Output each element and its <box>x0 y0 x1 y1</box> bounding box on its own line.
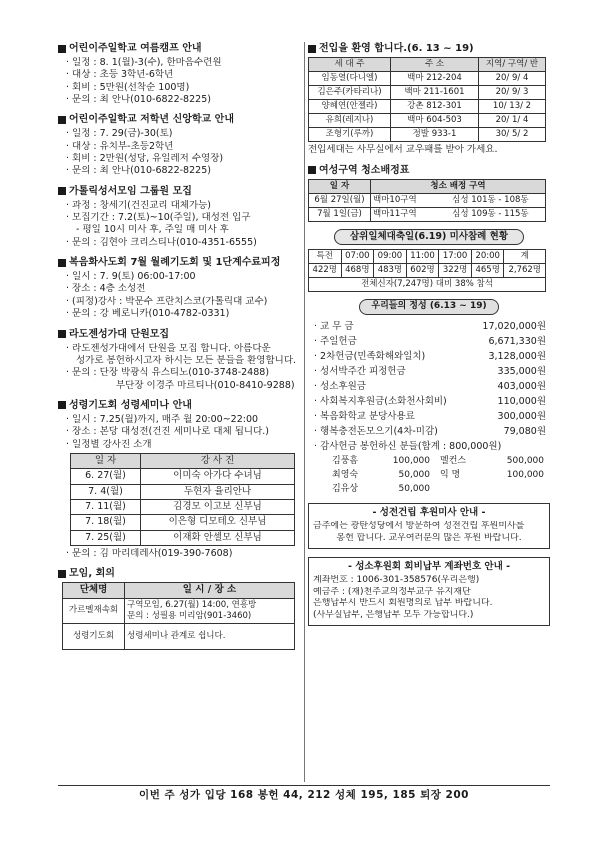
square-bullet-icon <box>58 570 66 578</box>
donor-amount: 100,000 <box>392 455 430 466</box>
shrine-line: 금주에는 광탄성당에서 방문하여 성전건립 후원미사를 <box>313 521 525 532</box>
table-cell: 09:00 <box>374 250 407 264</box>
table-row <box>309 264 546 278</box>
bible-line: · 과정 : 창세기(건진교리 대체가능) <box>66 199 212 211</box>
bible-title: 가톨릭성서모임 그룹원 모집 <box>58 185 303 198</box>
table-cell: 20:00 <box>471 250 504 264</box>
table-cell: 322명 <box>439 264 472 278</box>
table-header: 일 시 / 장 소 <box>125 583 295 598</box>
donor-name: 최영숙 <box>332 469 359 480</box>
table-cell: 7월 1일(금) <box>309 207 371 221</box>
table-cell: 두현자 율리안나 <box>141 484 295 499</box>
table-cell: 483명 <box>374 264 407 278</box>
table-cell: 465명 <box>471 264 504 278</box>
vocation-line: 예금주 : (재)천주교의정부교구 유지재단 <box>313 586 471 597</box>
donor-name: 익 명 <box>440 469 461 480</box>
table-cell: 양혜연(안젤라) <box>309 100 391 114</box>
list-item: · 사회복지후원금(소화천사회비) 110,000원 <box>314 395 546 407</box>
retreat-line: · 문의 : 최 안나(010-6822-8225) <box>66 165 211 177</box>
table-cell <box>125 598 295 623</box>
list-item: · 성서박주간 피정헌금 335,000원 <box>314 365 546 377</box>
table-cell: 20/ 9/ 4 <box>479 72 546 86</box>
offering-title: 우리들의 정성 (6.13 ~ 19) <box>359 299 499 315</box>
attendance-table <box>308 249 546 292</box>
table-cell: 이재화 안셀모 신부님 <box>141 530 295 545</box>
bible-notice <box>58 185 303 249</box>
table-cell: 심성 109동 - 115동 <box>436 207 546 221</box>
donor-amount: 500,000 <box>506 455 544 466</box>
table-row <box>309 100 546 114</box>
square-bullet-icon <box>308 45 316 53</box>
choir-notice <box>58 328 303 392</box>
cleaning-notice <box>308 164 550 222</box>
vocation-title: - 성소후원회 회비납부 계좌번호 안내 - <box>347 560 511 572</box>
thanks-line: · 감사헌금 봉헌하신 분들(합계 : 800,000원) <box>314 440 502 452</box>
list-item: · 성소후원금 403,000원 <box>314 380 546 392</box>
right-column <box>308 42 550 626</box>
table-cell: 조형기(루까) <box>309 128 391 142</box>
table-row <box>309 193 546 207</box>
square-bullet-icon <box>58 45 66 53</box>
table-cell: 7. 25(월) <box>71 530 141 545</box>
table-cell: 30/ 5/ 2 <box>479 128 546 142</box>
table-header-row <box>309 179 546 193</box>
donor-name: 멜컨스 <box>440 455 467 466</box>
bible-line: · 모집기간 : 7.2(토)~10(주일), 대성전 입구 <box>66 212 251 224</box>
table-cell: 6. 27(월) <box>71 469 141 484</box>
donor-amount: 100,000 <box>506 469 544 480</box>
table-row <box>71 530 295 545</box>
donor-amount: 50,000 <box>398 483 430 494</box>
table-header-row <box>309 250 546 264</box>
bible-line: - 평일 10시 미사 후, 주일 매 미사 후 <box>76 224 229 236</box>
hymn-footer: 이번 주 성가 입당 168 봉헌 44, 212 성체 195, 185 퇴장 200 <box>139 789 469 801</box>
table-header-row <box>309 58 546 72</box>
meetings-notice <box>58 567 303 649</box>
evangel-line: · (피정)강사 : 박문수 프란치스코(가톨릭대 교수) <box>66 295 268 307</box>
vocation-line: 계좌번호 : 1006-301-358576(우리은행) <box>313 575 480 585</box>
shrine-box <box>308 503 550 549</box>
retreat-line: · 회비 : 2만원(성당, 유일레저 수영장) <box>66 153 224 165</box>
retreat-line: · 일정 : 7. 29(금)-30(토) <box>66 128 173 140</box>
choir-line: 부단장 이경주 마르티나(010-8410-9288) <box>116 379 295 391</box>
table-header: 단체명 <box>63 583 125 598</box>
offering-notice <box>308 299 550 496</box>
table-header-row <box>63 583 295 598</box>
square-bullet-icon <box>58 330 66 338</box>
table-cell: 임동열(다니엘) <box>309 72 391 86</box>
table-cell: 계 <box>504 250 546 264</box>
table-cell: 백마11구역 <box>371 207 436 221</box>
vocation-line: 은행납부시 반드시 회원명의로 납부 바랍니다. <box>313 598 493 609</box>
table-header-row <box>71 453 295 468</box>
square-bullet-icon <box>58 259 66 267</box>
cleaning-table <box>308 179 546 222</box>
table-header: 세 대 주 <box>309 58 391 72</box>
square-bullet-icon <box>58 401 66 409</box>
table-cell: 성령세미나 관계로 쉽니다. <box>125 623 295 649</box>
spirit-contact: · 문의 : 김 마리데레사(019-390-7608) <box>66 547 233 559</box>
table-header: 일 자 <box>71 453 141 468</box>
lecturer-table <box>70 453 295 546</box>
table-row <box>309 207 546 221</box>
footer-rule <box>58 785 550 786</box>
table-cell: 정발 933-1 <box>391 128 479 142</box>
table-cell: 7. 4(월) <box>71 484 141 499</box>
choir-line: 성가로 봉헌하시고자 하시는 모든 분들을 환영합니다. <box>76 354 297 366</box>
table-cell: 7. 11(월) <box>71 499 141 514</box>
retreat-title: 어린이주일학교 저학년 신앙학교 안내 <box>58 113 303 126</box>
shrine-line: 봉헌 합니다. 교우여러분의 많은 후원 바랍니다. <box>336 532 522 543</box>
donor-list <box>308 454 550 496</box>
meeting-detail: 구역모임, 6.27(월) 14:00, 연흥방 <box>127 599 257 610</box>
table-cell: 7. 18(월) <box>71 515 141 530</box>
camp-line: · 일정 : 8. 1(월)-3(수), 한마음수련원 <box>66 57 222 68</box>
table-cell: 11:00 <box>406 250 439 264</box>
choir-line: · 문의 : 단장 박광식 유스티노(010-3748-2488) <box>66 367 270 379</box>
evangel-title: 복음화사도회 7월 월례기도회 및 1단계수료피정 <box>58 256 303 269</box>
table-cell: 6월 27일(월) <box>309 193 371 207</box>
vocation-box <box>308 557 550 626</box>
retreat-line: · 대상 : 유치부-초등2학년 <box>66 140 174 152</box>
table-row <box>71 484 295 499</box>
camp-title: 어린이주일학교 여름캠프 안내 <box>58 42 303 55</box>
table-cell: 2,762명 <box>504 264 546 278</box>
spirit-line: · 일시 : 7.25(월)까지, 매주 월 20:00~22:00 <box>66 413 259 425</box>
table-row <box>309 128 546 142</box>
transfer-notice <box>308 42 550 157</box>
camp-notice <box>58 42 303 106</box>
spirit-title: 성령기도회 성령세미나 안내 <box>58 399 303 412</box>
spirit-line: · 장소 : 본당 대성전(건진 세미나로 대체 됩니다.) <box>66 426 269 438</box>
table-cell: 이미숙 아가다 수녀님 <box>141 469 295 484</box>
table-cell: 20/ 9/ 3 <box>479 86 546 100</box>
square-bullet-icon <box>58 187 66 195</box>
list-item: · 2차헌금(민족화해와일치) 3,128,000원 <box>314 350 546 362</box>
square-bullet-icon <box>308 166 316 174</box>
table-cell: 17:00 <box>439 250 472 264</box>
transfer-note: 전입세대는 사무실에서 교우패를 받아 가세요. <box>308 144 498 156</box>
table-header: 지역/ 구역/ 반 <box>479 58 546 72</box>
choir-line: · 라도젠성가대에서 단원을 모집 합니다. 아름다운 <box>66 342 271 354</box>
meetings-title: 모임, 회의 <box>58 567 303 580</box>
table-row <box>63 598 295 623</box>
table-cell: 성령기도회 <box>63 623 125 649</box>
donor-name: 김풍흠 <box>332 455 359 466</box>
choir-title: 라도젠성가대 단원모집 <box>58 328 303 341</box>
list-item: · 주일헌금 6,671,330원 <box>314 335 546 347</box>
table-cell: 이은형 디모테오 신부님 <box>141 515 295 530</box>
table-cell: 김은주(카타리나) <box>309 86 391 100</box>
table-header: 주 소 <box>391 58 479 72</box>
table-cell: 유희(레지나) <box>309 114 391 128</box>
list-item: · 복음화학교 분당사용료 300,000원 <box>314 410 546 422</box>
table-cell: 602명 <box>406 264 439 278</box>
spirit-line: · 일정별 강사진 소개 <box>66 438 152 450</box>
table-cell: 가르멜재속회 <box>63 598 125 623</box>
table-row <box>309 114 546 128</box>
attendance-title: 삼위일체대축일(6.19) 미사참례 현황 <box>334 229 524 245</box>
cleaning-title: 여성구역 청소배정표 <box>308 164 550 177</box>
table-row <box>71 515 295 530</box>
table-cell: 백마 211-1601 <box>391 86 479 100</box>
table-cell: 백마10구역 <box>371 193 436 207</box>
camp-line: · 회비 : 5만원(선착순 100명) <box>66 81 190 93</box>
evangel-line: · 문의 : 강 베로니카(010-4782-0331) <box>66 308 230 320</box>
evangel-notice <box>58 256 303 320</box>
table-row <box>309 72 546 86</box>
meeting-detail: 문의 : 성필용 미리암(901-3460) <box>127 610 252 621</box>
table-cell: 백마 212-204 <box>391 72 479 86</box>
table-cell: 468명 <box>341 264 374 278</box>
table-cell: 강촌 812-301 <box>391 100 479 114</box>
bible-line: · 문의 : 김현아 크리스티나(010-4351-6555) <box>66 236 257 248</box>
camp-line: · 대상 : 초등 3학년-6학년 <box>66 69 174 81</box>
evangel-line: · 장소 : 4층 소성전 <box>66 283 146 295</box>
donor-name: 김유상 <box>332 483 359 494</box>
table-row <box>309 278 546 292</box>
table-cell: 422명 <box>309 264 342 278</box>
table-cell: 07:00 <box>341 250 374 264</box>
spirit-notice <box>58 399 303 560</box>
shrine-title: - 성전건립 후원미사 안내 - <box>372 506 486 518</box>
table-row <box>71 499 295 514</box>
table-cell: 백마 604-503 <box>391 114 479 128</box>
transfer-table <box>308 57 546 142</box>
square-bullet-icon <box>58 116 66 124</box>
table-cell: 특전 <box>309 250 342 264</box>
table-cell: 20/ 1/ 4 <box>479 114 546 128</box>
table-cell: 심성 101동 - 108동 <box>436 193 546 207</box>
table-row <box>63 623 295 649</box>
column-divider <box>304 42 305 782</box>
table-cell: 김경모 이고보 신부님 <box>141 499 295 514</box>
donor-amount: 50,000 <box>398 469 430 480</box>
table-row <box>71 469 295 484</box>
table-header: 강 사 진 <box>141 453 295 468</box>
camp-line: · 문의 : 최 안나(010-6822-8225) <box>66 94 211 106</box>
list-item: · 교 무 금 17,020,000원 <box>314 320 546 332</box>
meetings-table <box>62 582 295 649</box>
transfer-title: 전입을 환영 합니다.(6. 13 ~ 19) <box>308 42 550 55</box>
table-cell: 10/ 13/ 2 <box>479 100 546 114</box>
retreat-notice <box>58 113 303 177</box>
attendance-notice <box>308 229 550 292</box>
table-row <box>309 86 546 100</box>
left-column <box>58 42 303 657</box>
attendance-summary: 전체신자(7,247명) 대비 38% 참석 <box>309 278 546 292</box>
table-header: 일 자 <box>309 179 371 193</box>
vocation-line: (사무실납부, 은행납부 모두 가능합니다.) <box>313 610 474 621</box>
evangel-line: · 일시 : 7. 9(토) 06:00-17:00 <box>66 271 196 283</box>
list-item: · 행복충전돈모으기(4차-미감) 79,080원 <box>314 425 546 437</box>
table-header: 청소 배정 구역 <box>371 179 546 193</box>
